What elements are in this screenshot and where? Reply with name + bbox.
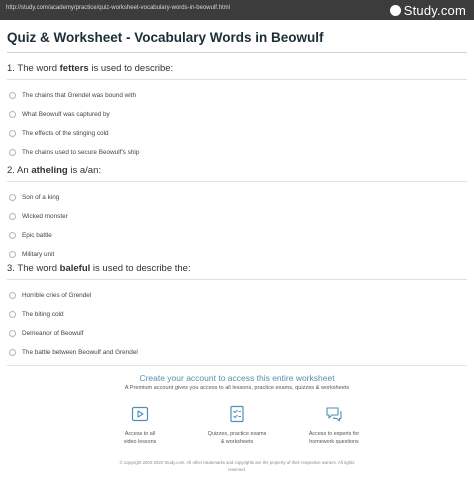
radio-button[interactable] [9, 251, 16, 258]
question-1-text [7, 62, 467, 76]
answer-label: The chains that Grendel was bound with [22, 92, 137, 99]
study-com-logo[interactable] [390, 2, 466, 18]
promo-subheading: A Premium account gives you access to all lessons, practice exams, quizzes & worksheets [124, 385, 350, 391]
radio-button[interactable] [9, 292, 16, 299]
question-2-options [7, 188, 467, 264]
answer-label: Horrible cries of Grendel [22, 292, 92, 299]
top-bar [0, 0, 474, 20]
answer-option[interactable] [7, 207, 467, 226]
feature-quizzes [194, 402, 280, 446]
question-1-prefix: 1. The word [7, 63, 60, 74]
feature-caption-line: Quizzes, practice exams [207, 431, 267, 437]
question-2-prefix: 2. An [7, 165, 32, 176]
question-2-text [7, 164, 467, 178]
copyright-line: reserved. [228, 467, 246, 472]
answer-label: Epic battle [22, 232, 52, 239]
premium-features [97, 402, 377, 454]
copyright-line: © copyright 2003-2020 Study.com. All other trademarks and copyrights are the property of their respective owners. All rights [119, 460, 355, 465]
radio-button[interactable] [9, 92, 16, 99]
question-1-suffix: is used to describe: [88, 63, 174, 74]
question-3-prefix: 3. The word [7, 263, 60, 274]
answer-label: What Beowulf was captured by [22, 111, 110, 118]
question-1-options [7, 86, 467, 162]
feature-caption [194, 430, 280, 446]
answer-label: The biting cold [22, 311, 64, 318]
question-2-suffix: is a/an: [67, 165, 102, 176]
expert-help-icon [325, 405, 343, 423]
answer-option[interactable] [7, 124, 467, 143]
feature-caption [97, 430, 183, 446]
question-3-options [7, 286, 467, 362]
page-title: Quiz & Worksheet - Vocabulary Words in Beowulf [7, 30, 324, 45]
feature-experts [291, 402, 377, 446]
radio-button[interactable] [9, 111, 16, 118]
answer-option[interactable] [7, 143, 467, 162]
feature-caption [291, 430, 377, 446]
radio-button[interactable] [9, 232, 16, 239]
copyright-footer [0, 459, 474, 473]
logo-text: Study.com [403, 2, 466, 18]
logo-dot-icon [390, 5, 401, 16]
answer-option[interactable] [7, 226, 467, 245]
question-3-divider [7, 279, 467, 280]
radio-button[interactable] [9, 194, 16, 201]
question-1-term: fetters [59, 63, 89, 74]
radio-button[interactable] [9, 149, 16, 156]
question-3-suffix: is used to describe the: [90, 263, 191, 274]
feature-video-lessons [97, 402, 183, 446]
answer-label: Wicked monster [22, 213, 68, 220]
feature-caption-line: & worksheets [220, 439, 254, 445]
radio-button[interactable] [9, 349, 16, 356]
answer-option[interactable] [7, 188, 467, 207]
answer-label: The battle between Beowulf and Grendel [22, 349, 138, 356]
question-1-divider [7, 79, 467, 80]
answer-option[interactable] [7, 86, 467, 105]
radio-button[interactable] [9, 213, 16, 220]
question-2-divider [7, 181, 467, 182]
feature-caption-line: Access to experts for [308, 431, 360, 437]
answer-option[interactable] [7, 343, 467, 362]
quiz-worksheet-icon [228, 405, 246, 423]
answer-label: The chains used to secure Beowulf's ship [22, 149, 140, 156]
radio-button[interactable] [9, 311, 16, 318]
question-2-term: atheling [31, 165, 68, 176]
create-account-link[interactable]: Create your account to access this entire worksheet [139, 373, 335, 383]
title-divider [7, 52, 467, 53]
video-lesson-icon [131, 405, 149, 423]
radio-button[interactable] [9, 330, 16, 337]
question-2 [7, 164, 467, 264]
question-1 [7, 62, 467, 162]
answer-label: Military unit [22, 251, 55, 258]
radio-button[interactable] [9, 130, 16, 137]
question-3-term: baleful [59, 263, 91, 274]
feature-caption-line: homework questions [309, 439, 359, 445]
answer-option[interactable] [7, 286, 467, 305]
feature-caption-line: Access to all [124, 431, 156, 437]
answer-option[interactable] [7, 324, 467, 343]
answer-label: The effects of the stinging cold [22, 130, 109, 137]
answer-option[interactable] [7, 305, 467, 324]
answer-label: Demeanor of Beowulf [22, 330, 84, 337]
page-url: http://study.com/academy/practice/quiz-worksheet-vocabulary-words-in-beowulf.html [6, 5, 230, 11]
question-3 [7, 262, 467, 362]
feature-caption-line: video lessons [123, 439, 157, 445]
answer-label: Son of a king [22, 194, 60, 201]
promo-divider [7, 365, 467, 366]
answer-option[interactable] [7, 105, 467, 124]
question-3-text [7, 262, 467, 276]
